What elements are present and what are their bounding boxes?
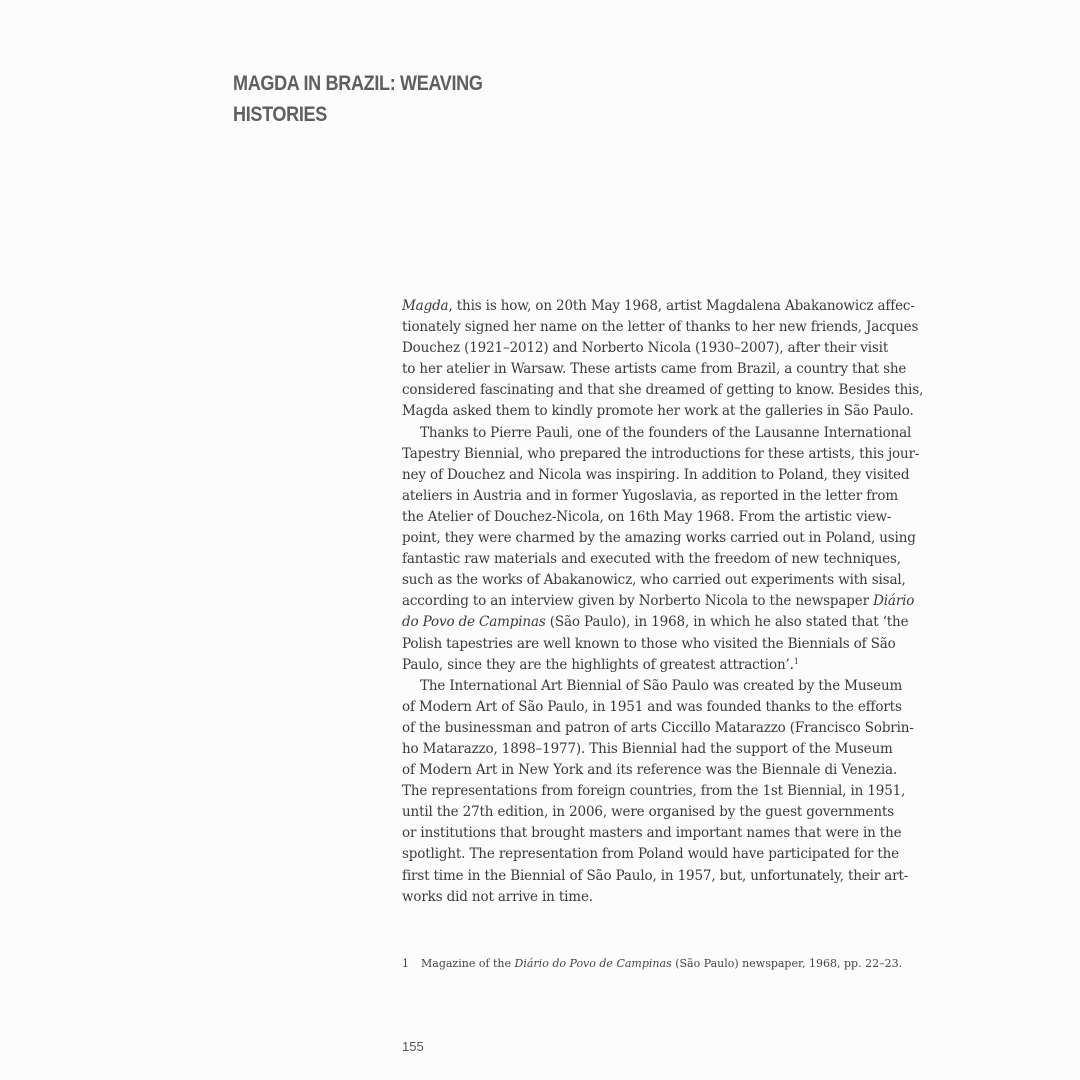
text-line	[402, 528, 916, 549]
text-line	[402, 844, 899, 865]
text-run: works did not arrive in time.	[402, 888, 593, 905]
text-line	[402, 338, 889, 359]
text-run: Tapestry Biennial, who prepared the introductions for these artists, this jour-	[402, 445, 920, 462]
text-run: of Modern Art of São Paulo, in 1951 and was founded thanks to the efforts	[402, 698, 902, 715]
text-line	[402, 802, 894, 823]
text-run: Douchez (1921–2012) and Norberto Nicola (1930–2007), after their visit	[402, 340, 889, 357]
text-line	[402, 887, 882, 908]
text-run: Thanks to Pierre Pauli, one of the founders of the Lausanne International	[420, 424, 912, 441]
text-run: (São Paulo) newspaper, 1968, pp. 22–23.	[671, 957, 903, 970]
paragraph	[402, 676, 914, 908]
text-run: The representations from foreign countries, from the 1st Biennial, in 1951,	[402, 783, 906, 800]
paragraph	[402, 423, 920, 676]
text-line	[402, 465, 910, 486]
italic-text: Diário do Povo de Campinas	[514, 957, 672, 970]
text-run: to her atelier in Warsaw. These artists came from Brazil, a country that she	[402, 361, 907, 378]
text-run: Magda asked them to kindly promote her work at the galleries in São Paulo.	[402, 403, 914, 420]
text-line	[402, 634, 896, 655]
page-number: 155	[402, 1039, 424, 1054]
text-run: point, they were charmed by the amazing works carried out in Poland, using	[402, 530, 916, 547]
text-run: until the 27th edition, in 2006, were organised by the guest governments	[402, 804, 894, 821]
text-run: Polish tapestries are well known to those who visited the Biennials of São	[402, 635, 896, 652]
text-line	[402, 380, 924, 401]
italic-text: Diário	[873, 593, 915, 610]
text-line	[402, 718, 914, 739]
footnote	[402, 956, 903, 972]
text-line	[402, 507, 892, 528]
text-line	[402, 676, 903, 697]
text-run: (São Paulo), in 1968, in which he also stated that ‘the	[545, 614, 909, 631]
text-line	[402, 444, 920, 465]
text-line	[402, 760, 898, 781]
title-line-1: MAGDA IN BRAZIL: WEAVING	[233, 72, 483, 95]
text-run: The International Art Biennial of São Paulo was created by the Museum	[420, 677, 903, 694]
text-line	[402, 697, 902, 718]
footnote-reference: 1	[793, 656, 799, 666]
text-line	[402, 296, 915, 317]
text-line	[402, 423, 912, 444]
text-line	[402, 739, 893, 760]
text-line	[402, 612, 909, 633]
text-run: Paulo, since they are the highlights of greatest attraction’.	[402, 656, 794, 673]
text-line	[402, 591, 915, 612]
text-run: tionately signed her name on the letter of thanks to her new friends, Jacques	[402, 319, 919, 336]
text-line	[402, 655, 882, 676]
text-line	[402, 823, 902, 844]
text-line	[402, 401, 914, 422]
text-line	[402, 317, 919, 338]
text-run: spotlight. The representation from Poland would have participated for the	[402, 846, 899, 863]
text-run: first time in the Biennial of São Paulo, in 1957, but, unfortunately, their art-	[402, 867, 909, 884]
text-run: or institutions that brought masters and important names that were in the	[402, 825, 902, 842]
text-line	[402, 781, 906, 802]
text-line	[402, 359, 907, 380]
body-text	[402, 296, 924, 908]
title-line-2: HISTORIES	[233, 103, 327, 126]
text-run: according to an interview given by Norberto Nicola to the newspaper	[402, 593, 874, 610]
text-run: the Atelier of Douchez-Nicola, on 16th May 1968. From the artistic view-	[402, 508, 892, 525]
footnote-number: 1	[402, 957, 409, 970]
text-run: such as the works of Abakanowicz, who carried out experiments with sisal,	[402, 572, 906, 589]
text-line	[402, 570, 906, 591]
text-run: of the businessman and patron of arts Ciccillo Matarazzo (Francisco Sobrin-	[402, 719, 914, 736]
text-run: ney of Douchez and Nicola was inspiring. In addition to Poland, they visited	[402, 466, 910, 483]
text-line	[402, 866, 909, 887]
text-run: considered fascinating and that she dreamed of getting to know. Besides this,	[402, 382, 924, 399]
italic-text: do Povo de Campinas	[402, 614, 546, 631]
paragraph	[402, 296, 924, 423]
text-run: , this is how, on 20th May 1968, artist Magdalena Abakanowicz affec-	[448, 298, 915, 314]
text-run: ho Matarazzo, 1898–1977). This Biennial had the support of the Museum	[402, 740, 893, 757]
text-line	[402, 549, 901, 570]
page-title	[233, 68, 491, 130]
text-run: of Modern Art in New York and its reference was the Biennale di Venezia.	[402, 762, 898, 779]
text-run: ateliers in Austria and in former Yugoslavia, as reported in the letter from	[402, 487, 898, 504]
text-line	[402, 486, 898, 507]
italic-text: Magda	[402, 298, 449, 314]
footnote-text	[421, 957, 902, 970]
text-run: fantastic raw materials and executed with the freedom of new techniques,	[402, 551, 901, 568]
text-run: Magazine of the	[421, 957, 515, 970]
